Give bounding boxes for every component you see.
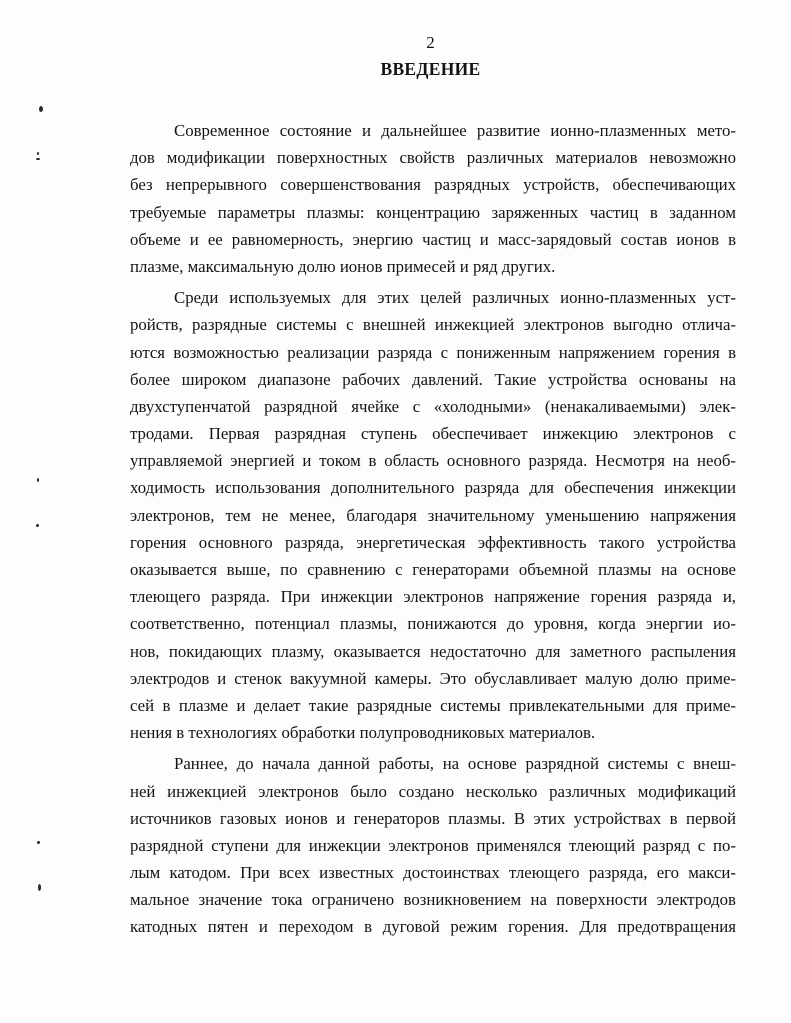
text-line: объеме и ее равномерность, энергию частиц и масс-зарядовый состав ионов в	[130, 229, 736, 249]
text-line: двухступенчатой разрядной ячейке с «холодными» (ненакаливаемыми) элек-	[130, 396, 736, 416]
text-line: электродов и стенок вакуумной камеры. Это обуславливает малую долю приме-	[130, 668, 736, 688]
page-number: 2	[426, 33, 435, 52]
scan-speck	[36, 524, 39, 527]
text-line: мальное значение тока ограничено возникновением на поверхности электродов	[130, 890, 736, 910]
paragraph-3	[130, 750, 736, 940]
paragraph-2	[130, 284, 736, 746]
text-line: Раннее, до начала данной работы, на основе разрядной системы с внеш-	[174, 754, 736, 774]
text-line: управляемой энергией и током в область основного разряда. Несмотря на необ-	[130, 451, 736, 471]
text-line: сей в плазме и делает такие разрядные системы привлекательными для приме-	[130, 695, 736, 715]
text-line: тродами. Первая разрядная ступень обеспечивает инжекцию электронов с	[130, 424, 736, 444]
body-text	[130, 117, 736, 941]
scan-speck	[39, 106, 43, 112]
text-line: лым катодом. При всех известных достоинствах тлеющего разряда, его макси-	[130, 863, 736, 883]
text-line: тлеющего разряда. При инжекции электронов напряжение горения разряда и,	[130, 587, 736, 607]
text-line: нения в технологиях обработки полупроводниковых материалов.	[130, 723, 596, 743]
text-line: разрядной ступени для инжекции электронов применялся тлеющий разряд с по-	[130, 835, 736, 855]
text-line: электронов, тем не менее, благодаря значительному уменьшению напряжения	[130, 505, 736, 525]
text-line: ройств, разрядные системы с внешней инжекцией электронов выгодно отлича-	[130, 315, 736, 335]
text-line: дов модификации поверхностных свойств различных материалов невозможно	[130, 148, 736, 168]
scan-speck	[37, 152, 39, 155]
text-line: более широком диапазоне рабочих давлений. Такие устройства основаны на	[130, 369, 736, 389]
text-line: Среди используемых для этих целей различных ионно-плазменных уст-	[174, 288, 736, 308]
text-line: ходимость использования дополнительного разряда для обеспечения инжекции	[130, 478, 736, 498]
text-line: соответственно, потенциал плазмы, понижаются до уровня, когда энергии ио-	[130, 614, 736, 634]
text-line: плазме, максимальную долю ионов примесей и ряд других.	[130, 256, 556, 276]
paragraph-1	[130, 117, 736, 280]
scan-speck	[36, 158, 40, 160]
text-line: ней инжекцией электронов было создано несколько различных модификаций	[130, 781, 736, 801]
scan-speck	[37, 841, 40, 844]
text-line: горения основного разряда, энергетическая эффективность такого устройства	[130, 532, 736, 552]
text-line: катодных пятен и переходом в дуговой режим горения. Для предотвращения	[130, 917, 736, 937]
text-line: нов, покидающих плазму, оказывается недостаточно для заметного распыления	[130, 641, 736, 661]
text-line: ются возможностью реализации разряда с пониженным напряжением горения в	[130, 342, 736, 362]
scan-speck	[38, 884, 41, 891]
text-line: Современное состояние и дальнейшее развитие ионно-плазменных мето-	[174, 121, 736, 140]
text-line: оказывается выше, по сравнению с генераторами объемной плазмы на основе	[130, 560, 736, 579]
section-heading: ВВЕДЕНИЕ	[380, 59, 481, 79]
scan-speck	[37, 478, 39, 482]
text-line: источников газовых ионов и генераторов плазмы. В этих устройствах в первой	[130, 808, 736, 828]
text-line: требуемые параметры плазмы: концентрацию заряженных частиц в заданном	[130, 202, 736, 222]
text-line: без непрерывного совершенствования разрядных устройств, обеспечивающих	[130, 175, 736, 195]
